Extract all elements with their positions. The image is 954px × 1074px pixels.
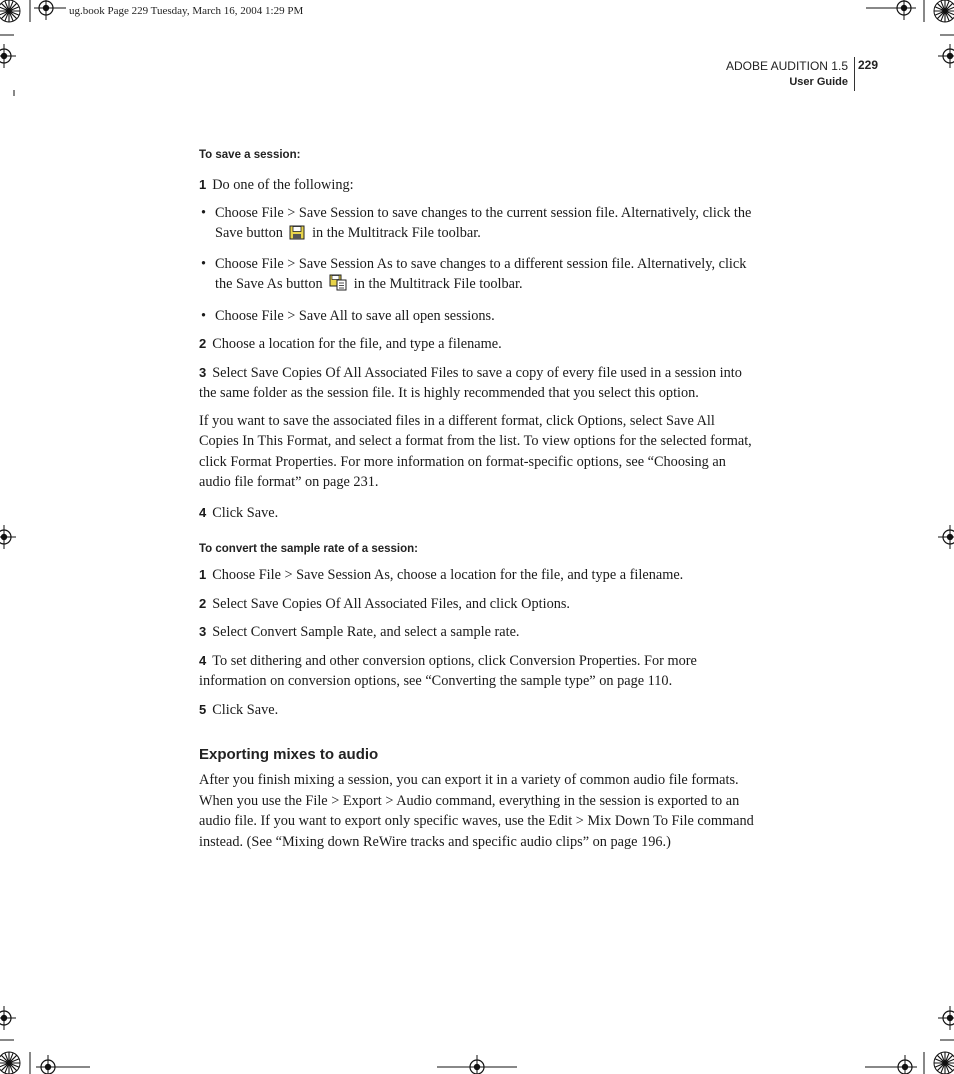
procedure-heading-convert: To convert the sample rate of a session:: [199, 543, 418, 555]
section-heading-exporting: Exporting mixes to audio: [199, 746, 379, 763]
step-text: Select Save Copies Of All Associated Files to save a copy of every file used in a session into the same folder as the session file. It is highly recommended that you select this option.: [199, 364, 742, 401]
step-number: 3: [199, 624, 207, 639]
print-slug: ug.book Page 229 Tuesday, March 16, 2004 1:29 PM: [69, 5, 304, 17]
book-title: ADOBE AUDITION 1.5: [725, 59, 848, 73]
bullet-text: Choose File > Save All to save all open sessions.: [215, 307, 495, 324]
step-number: 2: [199, 595, 207, 611]
step-text: Click Save.: [212, 701, 279, 718]
bullet-dot: •: [201, 307, 207, 324]
book-subtitle: User Guide: [789, 76, 848, 88]
step-text: Choose a location for the file, and type a filename.: [212, 336, 502, 352]
bullet-text-end: in the Multitrack File toolbar.: [353, 276, 523, 292]
step-number: 5: [199, 701, 207, 717]
step-text: Click Save.: [212, 504, 279, 521]
step-text: Choose File > Save Session As, choose a location for the file, and type a filename.: [212, 567, 684, 583]
step-number: 4: [199, 652, 207, 668]
page-number: 229: [858, 58, 879, 72]
procedure-heading-save: To save a session:: [199, 149, 301, 161]
step-number: 3: [199, 364, 207, 380]
exporting-paragraph: After you finish mixing a session, you can export it in a variety of common audio file formats. When you use the File > Export > Audio command, everything in the session is exported to an audio file. If you want to export only specific waves, use the Edit > Mix Down To File command instead. (See “Mixing down ReWire tracks and specific audio clips” on page 196.): [199, 772, 754, 850]
bullet-text: Choose File > Save Session As to save changes to a different session file. Alternatively, click the Save As button: [215, 255, 747, 292]
step-text: Do one of the following:: [212, 177, 354, 193]
step-number: 4: [199, 504, 207, 520]
step-number: 2: [199, 336, 207, 351]
step-text: Select Save Copies Of All Associated Files, and click Options.: [212, 595, 571, 612]
bullet-text-end: in the Multitrack File toolbar.: [312, 225, 481, 241]
bullet-dot: •: [201, 255, 207, 272]
bullet-text: Choose File > Save Session to save changes to the current session file. Alternatively, click the Save button: [215, 204, 752, 241]
step-number: 1: [199, 177, 207, 192]
step-text: To set dithering and other conversion options, click Conversion Properties. For more information on conversion options, see “Converting the sample type” on page 110.: [199, 652, 697, 689]
step-number: 1: [199, 567, 207, 582]
bullet-dot: •: [201, 204, 207, 221]
step-text: Select Convert Sample Rate, and select a sample rate.: [212, 624, 520, 640]
options-paragraph: If you want to save the associated files in a different format, click Options, select Save All Copies In This Format, and select a format from the list. To view options for the selected format, click Format Properties. For more information on format-specific options, see “Choosing an audio file format” on page 231.: [199, 412, 752, 490]
